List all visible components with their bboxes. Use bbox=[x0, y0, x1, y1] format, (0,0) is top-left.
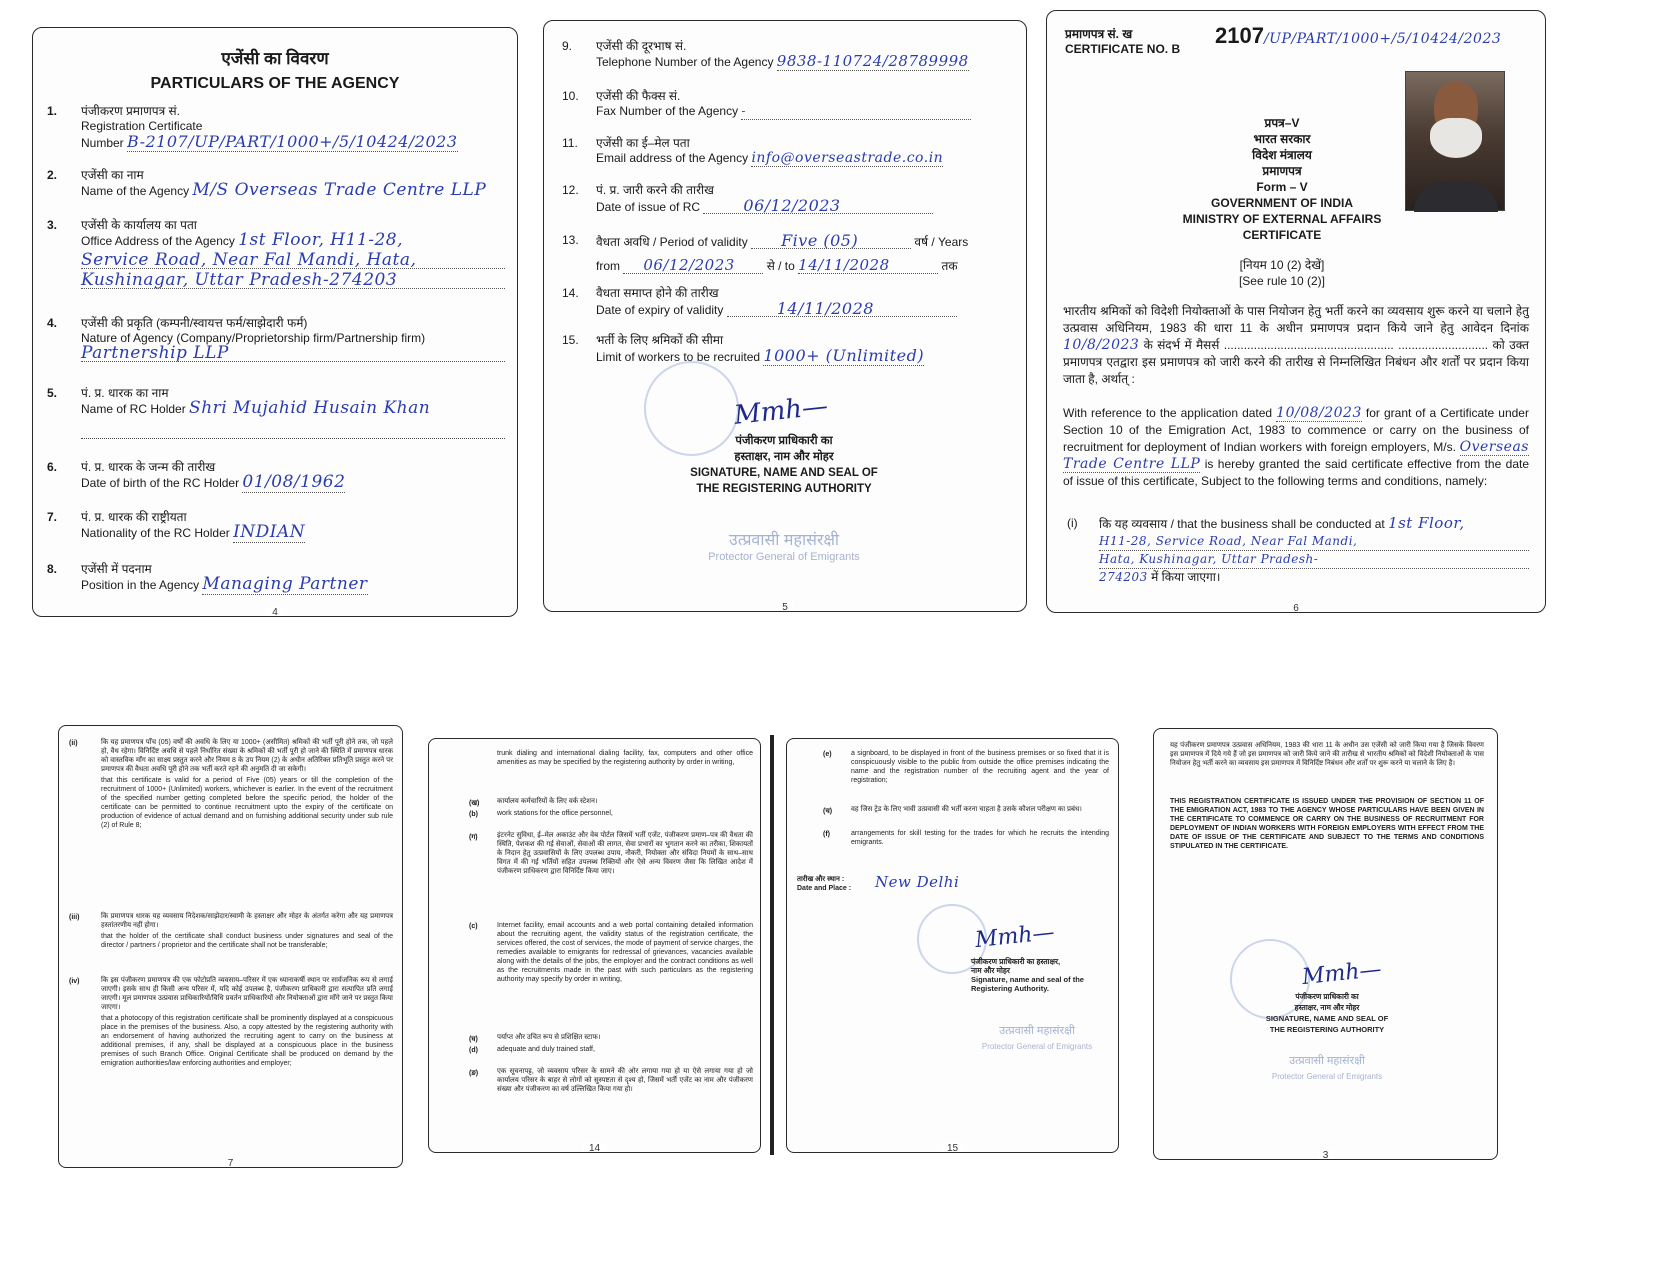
clause-signboard-en: a signboard, to be displayed in front of the business premises or so fixed that it is conspicuously visible to the public from outside the office premises indicating the name and the registration number of the recruiting agent and the year of registration; bbox=[851, 750, 1109, 784]
page-title-hi: एजेंसी का विवरण bbox=[221, 49, 329, 68]
date-place-label: तारीख और स्थान : Date and Place : bbox=[797, 876, 852, 892]
field-nationality: 7. पं. प्र. धारक की राष्ट्रीयता Nationality of the RC Holder INDIAN bbox=[47, 510, 306, 542]
page-number: 3 bbox=[1154, 1150, 1497, 1160]
certificate-body-hindi: भारतीय श्रमिकों को विदेशी नियोक्ताओं के पास नियोजन हेतु भर्ती करने का व्यवसाय शुरू करने या चलाने हेतु उत्प्रवास अधिनियम, 1983 की धारा 11 के अधीन प्रमाणपत्र प्रदान किये जाने हेतु आवेदन दिनांक 10/8/2023 के संदर्भ में मैसर्स ................................................... ........................... को उक्त प्रमाणपत्र एतद्वारा इस प्रमाणपत्र को जारी करने की तारीख से निम्नलिखित निबंधन और शर्तों पर प्रदान किया जाता है, अर्थात् : bbox=[1063, 304, 1530, 386]
field-worker-limit: 15. भर्ती के लिए श्रमिकों की सीमा Limit of workers to be recruited 1000+ (Unlimited) bbox=[562, 333, 925, 365]
valid-from-value: 06/12/2023 bbox=[623, 258, 763, 274]
address-line-2: Service Road, Near Fal Mandi, Hata, bbox=[81, 253, 505, 269]
field-expiry: 14. वैधता समाप्त होने की तारीख Date of expiry of validity 14/11/2028 bbox=[558, 286, 1012, 318]
certificate-number: 2107/UP/PART/1000+/5/10424/2023 bbox=[1215, 23, 1502, 48]
date-issue-value: 06/12/2023 bbox=[703, 198, 933, 214]
clause-signboard-hi: एक सूचनापट्ट, जो व्यवसाय परिसर के सामने की ओर लगाया गया हो या ऐसे लगाया गया हो जो कार्यालय परिसर के बाहर से लोगों को सुस्पष्टता से दृश्य हो, जिसमें भर्ती एजेंट का नाम और पंजीकरण संख्या और पंजीकरण का वर्ष उल्लिखित किया गया हो। bbox=[497, 1068, 753, 1093]
worker-limit-value: 1000+ (Unlimited) bbox=[763, 346, 925, 365]
clause-i: (i) कि यह व्यवसाय / that the business shall be conducted at 1st Floor, H11-28, Service Road, Near Fal Mandi, Hata, Kushinagar, Uttar Pradesh- 274203 में किया जाएगा। bbox=[1063, 515, 1529, 586]
field-rc-holder-name: 5. पं. प्र. धारक का नाम Name of RC Holder Shri Mujahid Husain Khan bbox=[45, 386, 505, 439]
field-telephone: 9. एजेंसी की दूरभाष सं. Telephone Number of the Agency 9838-110724/28789998 bbox=[562, 39, 969, 70]
valid-to-value: 14/11/2028 bbox=[798, 258, 938, 274]
signature: Mmh— bbox=[1300, 956, 1383, 991]
page-terms-conditions: (ii) कि यह प्रमाणपत्र पाँच (05) वर्षों की अवधि के लिए या 1000+ (असीमित) श्रमिकों की भर्ती पूरी होने तक, जो पहले हो, वैध रहेगा। विनिर्दिष्ट अवधि से पहले निर्धारित संख्या के श्रमिकों की भर्ती पूरी हो जाने की स्थिति में प्रमाणपत्र धारक को वास्तविक माँग का साक्ष्य प्रस्तुत करने और नियम 8 के उप नियम (2) के अधीन अतिरिक्त प्रतिभूति प्रस्तुत करने पर प्रमाणपत्र की वैधता अवधि पूरी होने तक भर्ती करते रहने की अनुमति दी जा सकेगी। that this certificate is valid for a period of Five (05) years or till the completion of the recruitment of 1000+ (Unlimited) workers, whichever is earlier. In the event of the recruitment of the specified number getting completed before the specific period, the holder of the certificate can be permitted to continue recruitment upto the expiry of the certificate on production of evidence of actual demand and on furnishing additional security under sub rule (2) of Rule 8; (iii) कि प्रमाणपत्र धारक यह व्यवसाय निदेशक/साझेदार/स्वामी के हस्ताक्षर और मोहर के अंतर्गत करेगा और यह प्रमाणपत्र हस्तांतरणीय नहीं होगा। that the holder of the certificate shall conduct business under signatures and seal of the director / partners / proprietor and the certificate shall not be transferable; (iv) कि इस पंजीकरण प्रमाणपत्र की एक फोटोप्रति व्यवसाय–परिसर में एक ध्यानाकर्षी स्थान पर सार्वजनिक रूप से लगाई जाएगी। इसके साथ ही किसी अन्य परिसर में, यदि कोई उपलब्ध है, पंजीकरण प्राधिकारी द्वारा सत्यापित प्रति लगाई जाएगी। मूल प्रमाणपत्र उत्प्रवास प्राधिकारियों/विधि प्रवर्तन प्राधिकारियों और नियोक्ताओं द्वारा माँगे जाने पर प्रस्तुत किया जाएगा। that a photocopy of this registration certificate shall be prominently displayed at a conspicuous place in the premises of the business. Also, a copy attested by the registering authority with an endorsement of having authorized the recruiting agent to carry on the business at additional premises, if any, shall be displayed at a conspicuous place in the business premises of such Branch Office. Original Certificate shall be produced on demand by the emigration authorities/law enforcing authorities and employer; 7 bbox=[58, 725, 403, 1168]
registration-number-value: B-2107/UP/PART/1000+/5/10424/2023 bbox=[127, 132, 458, 151]
clause-internet-en: Internet facility, email accounts and a web portal containing detailed information about the recruiting agent, the validity status of the registration certificate, the services offered, the cost of services, the mode of payment of service charges, the remedies available to emigrants for redressal of grievances, vacancies available along with the details of the jobs, the employer and the contract conditions as well as the recruitments made in the past with such particulars as the registering authority may specify by order in writing, bbox=[497, 922, 753, 983]
field-rc-holder-dob: 6. पं. प्र. धारक के जन्म की तारीख Date of birth of the RC Holder 01/08/1962 bbox=[47, 460, 346, 492]
page-number: 4 bbox=[33, 607, 517, 617]
issue-statement-hi: यह पंजीकरण प्रमाणपत्र उत्प्रवास अधिनियम, 1983 की धारा 11 के अधीन उस एजेंसी को जारी किया गया है जिसके विवरण इस प्रमाणपत्र में दिये गये हैं जो इस प्रमाणपत्र को जारी किये जाने की तारीख से भारतीय श्रमिकों को विदेशी नियोक्ताओं के पास नियोजन हेतु भर्ती करने का व्यवसाय इस प्रमाणपत्र में विनिर्दिष्ट निबंधन और शर्तों पर शुरू करने या चलाने के लिए है। bbox=[1170, 742, 1484, 767]
form-header: प्रपत्र–V भारत सरकार विदेश मंत्रालय प्रमाणपत्र Form – V GOVERNMENT OF INDIA MINISTRY OF EXTERNAL AFFAIRS CERTIFICATE bbox=[1182, 116, 1382, 242]
signature: Mmh— bbox=[732, 391, 830, 431]
certificate-body-english: With reference to the application dated 10/08/2023 for grant of a Certificate under Section 10 of the Emigration Act, 1983 to commence or carry on the business of recruitment for deployment of Indian workers with foreign employers, M/s. Overseas Trade Centre LLP is hereby granted the said certificate effective from the date of issue of this certificate, Subject to the following terms and conditions, namely: bbox=[1063, 405, 1530, 488]
validity-period-value: Five (05) bbox=[751, 233, 911, 249]
official-stamp: उत्प्रवासी महासंरक्षी Protector General of Emigrants bbox=[708, 532, 860, 563]
dob-value: 01/08/1962 bbox=[242, 472, 346, 492]
signature-block: पंजीकरण प्राधिकारी का हस्ताक्षर, नाम और मोहर SIGNATURE, NAME AND SEAL OF THE REGISTERING AUTHORITY bbox=[690, 435, 878, 495]
field-agency-name: 2. एजेंसी का नाम Name of the Agency M/S Overseas Trade Centre LLP bbox=[47, 168, 487, 200]
field-office-address: 3. एजेंसी के कार्यालय का पता Office Address of the Agency 1st Floor, H11-28, Service Road, Near Fal Mandi, Hata, Kushinagar, Uttar Pradesh-274203 bbox=[45, 218, 505, 289]
fax-value: - bbox=[741, 104, 971, 120]
holder-photo bbox=[1405, 71, 1505, 211]
email-value: info@overseastrade.co.in bbox=[751, 150, 944, 166]
clause-ii: कि यह प्रमाणपत्र पाँच (05) वर्षों की अवधि के लिए या 1000+ (असीमित) श्रमिकों की भर्ती पूरी होने तक, जो पहले हो, वैध रहेगा। विनिर्दिष्ट अवधि से पहले निर्धारित संख्या के श्रमिकों की भर्ती पूरी हो जाने की स्थिति में प्रमाणपत्र धारक को वास्तविक माँग का साक्ष्य प्रस्तुत करने और नियम 8 के उप नियम (2) के अधीन अतिरिक्त प्रतिभूति प्रस्तुत करने पर प्रमाणपत्र की वैधता अवधि पूरी होने तक भर्ती करते रहने की अनुमति दी जा सकेगी। that this certificate is valid for a period of Five (05) years or till the completion of the recruitment of 1000+ (Unlimited) workers, whichever is earlier. In the event of the recruitment of the specified number getting completed before the specific period, the holder of the certificate can be permitted to continue recruitment upto the expiry of the certificate on production of evidence of actual demand and on furnishing additional security under sub rule (2) of Rule 8; bbox=[101, 739, 393, 829]
signature-block: पंजीकरण प्राधिकारी का हस्ताक्षर, नाम और मोहर SIGNATURE, NAME AND SEAL OF THE REGISTERING AUTHORITY bbox=[1265, 992, 1389, 1034]
rule-reference: [नियम 10 (2) देखें] [See rule 10 (2)] bbox=[1238, 258, 1326, 288]
page-signboard-signature: (e) a signboard, to be displayed in front of the business premises or so fixed that it is conspicuously visible to the public from outside the office premises indicating the name and the registration number of the recruiting agent and the year of registration; (च) वह जिस ट्रेड के लिए भावी उत्प्रवासी की भर्ती करना चाहता है उसके कौशल परीक्षण का प्रबंध। (f) arrangements for skill testing for the trades for which he recruits the intending emigrants. तारीख और स्थान : Date and Place : New Delhi Mmh— पंजीकरण प्राधिकारी का हस्ताक्षर, नाम और मोहर Signature, name and seal of the Registering Authority. उत्प्रवासी महासंरक्षी Protector General of Emigrants 15 bbox=[786, 738, 1119, 1153]
issue-statement-en: THIS REGISTRATION CERTIFICATE IS ISSUED UNDER THE PROVISION OF SECTION 11 OF THE EMIGRATION ACT, 1983 TO THE AGENCY WHOSE PARTICULARS HAVE BEEN GIVEN IN THE CERTIFICATE TO COMMENCE OR CARRY ON THE BUSINESS OF RECRUITMENT FOR DEPLOYMENT OF INDIAN WORKERS WITH FOREIGN EMPLOYERS WITH EFFECT FROM THE DATE OF ISSUE OF THE CERTIFICATE AND SUBJECT TO THE TERMS AND CONDITIONS STIPULATED IN THE CERTIFICATE. bbox=[1170, 798, 1484, 850]
page-title-en: PARTICULARS OF THE AGENCY bbox=[150, 75, 400, 92]
page-office-facilities: trunk dialing and international dialing facility, fax, computers and other office amenities as may be specified by the registering authority by order in writing, (ख) कार्यालय कर्मचारियों के लिए वर्क स्टेशन। (b) work stations for the office personnel, (ग) इंटरनेट सुविधा, ई–मेल अकाउंट और वेब पोर्टल जिसमें भर्ती एजेंट, पंजीकरण प्रमाण–पत्र की वैधता की स्थिति, पेशकश की गई सेवाओं, सेवाओं की लागत, सेवा प्रभारों का भुगतान करने का तरीका, शिकायतों के निदान हेतु उत्प्रवासियों के लिए उपलब्ध उपाय, नौकरी, नियोक्ता और संविदा नियमों के साथ–साथ विगत में की गई भर्तियों सहित उपलब्ध रिक्तियों और ऐसे अन्य विवरण जैसा कि लिखित आदेश में पंजीकरण प्राधिकरण द्वारा विनिर्दिष्ट किया जाए। (c) Internet facility, email accounts and a web portal containing detailed information about the recruiting agent, the validity status of the registration certificate, the services offered, the cost of services, the mode of payment of service charges, the remedies available to emigrants for redressal of grievances, vacancies available along with the details of the jobs, the employer and the contract conditions as well as the recruitments made in the past with such particulars as the registering authority may specify by order in writing, (घ) पर्याप्त और उचित रूप से प्रशिक्षित स्टाफ। (d) adequate and duly trained staff, (ङ) एक सूचनापट्ट, जो व्यवसाय परिसर के सामने की ओर लगाया गया हो या ऐसे लगाया गया हो जो कार्यालय परिसर के बाहर से लोगों को सुस्पष्टता से दृश्य हो, जिसमें भर्ती एजेंट का नाम और पंजीकरण संख्या और पंजीकरण का वर्ष उल्लिखित किया गया हो। 14 bbox=[428, 738, 761, 1153]
position-value: Managing Partner bbox=[202, 574, 368, 594]
certificate-label: प्रमाणपत्र सं. ख CERTIFICATE NO. B bbox=[1065, 27, 1181, 56]
field-position: 8. एजेंसी में पदनाम Position in the Agency Managing Partner bbox=[47, 562, 368, 594]
address-line-1: 1st Floor, H11-28, bbox=[238, 230, 403, 250]
page-number: 14 bbox=[429, 1143, 760, 1153]
clause-iii: कि प्रमाणपत्र धारक यह व्यवसाय निदेशक/साझेदार/स्वामी के हस्ताक्षर और मोहर के अंतर्गत करेगा और यह प्रमाणपत्र हस्तांतरणीय नहीं होगा। that the holder of the certificate shall conduct business under signatures and seal of the director / partners / proprietor and the certificate shall not be transferable; bbox=[101, 913, 393, 949]
nationality-value: INDIAN bbox=[233, 522, 306, 542]
page-number: 7 bbox=[59, 1158, 402, 1168]
telephone-value: 9838-110724/28789998 bbox=[776, 52, 969, 70]
field-date-issue: 12. पं. प्र. जारी करने की तारीख Date of issue of RC 06/12/2023 bbox=[558, 183, 1012, 215]
page-number: 15 bbox=[787, 1143, 1118, 1153]
clause-iv: कि इस पंजीकरण प्रमाणपत्र की एक फोटोप्रति व्यवसाय–परिसर में एक ध्यानाकर्षी स्थान पर सार्वजनिक रूप से लगाई जाएगी। इसके साथ ही किसी अन्य परिसर में, यदि कोई उपलब्ध है, पंजीकरण प्राधिकारी द्वारा सत्यापित प्रति लगाई जाएगी। मूल प्रमाणपत्र उत्प्रवास प्राधिकारियों/विधि प्रवर्तन प्राधिकारियों और नियोक्ताओं द्वारा माँगे जाने पर प्रस्तुत किया जाएगा। that a photocopy of this registration certificate shall be prominently displayed at a conspicuous place in the premises of the business. Also, a copy attested by the registering authority with an endorsement of having authorized the recruiting agent to carry on the business at additional premises, if any, shall be displayed at a conspicuous place in the business premises of such Branch Office. Original Certificate shall be produced on demand by the emigration authorities/law enforcing authorities and employer; bbox=[101, 977, 393, 1067]
page-number: 6 bbox=[1047, 603, 1545, 613]
nature-agency-value: Partnership LLP bbox=[81, 346, 505, 362]
field-registration-number: 1. पंजीकरण प्रमाणपत्र सं. Registration Certificate Number B-2107/UP/PART/1000+/5/10424/2023 bbox=[47, 104, 458, 151]
expiry-value: 14/11/2028 bbox=[727, 301, 957, 317]
clause-internet-hi: इंटरनेट सुविधा, ई–मेल अकाउंट और वेब पोर्टल जिसमें भर्ती एजेंट, पंजीकरण प्रमाण–पत्र की वैधता की स्थिति, पेशकश की गई सेवाओं, सेवाओं की लागत, सेवा प्रभारों का भुगतान करने का तरीका, शिकायतों के निदान हेतु उत्प्रवासियों के लिए उपलब्ध उपाय, नौकरी, नियोक्ता और संविदा नियमों के साथ–साथ विगत में की गई भर्तियों सहित उपलब्ध रिक्तियों और ऐसे अन्य विवरण जैसा कि लिखित आदेश में पंजीकरण प्राधिकरण द्वारा विनिर्दिष्ट किया जाए। bbox=[497, 832, 753, 875]
field-email: 11. एजेंसी का ई–मेल पता Email address of the Agency info@overseastrade.co.in bbox=[562, 136, 944, 166]
agency-name-value: M/S Overseas Trade Centre LLP bbox=[192, 180, 487, 200]
address-line-3: Kushinagar, Uttar Pradesh-274203 bbox=[81, 273, 505, 289]
field-nature-agency: 4. एजेंसी की प्रकृति (कम्पनी/स्वायत्त फर्म/साझेदारी फर्म) Nature of Agency (Company/Proprietorship firm/Partnership firm) Partnership LLP bbox=[45, 316, 505, 362]
field-validity: 13. वैधता अवधि / Period of validity Five (05) वर्ष / Years from 06/12/2023 से / to 14/11/2028 तक bbox=[562, 231, 969, 274]
page-agency-contact bbox=[543, 20, 1027, 612]
page-number: 5 bbox=[544, 602, 1026, 612]
official-stamp: उत्प्रवासी महासंरक्षी Protector General of Emigrants bbox=[1271, 1055, 1383, 1081]
official-stamp: उत्प्रवासी महासंरक्षी Protector General of Emigrants bbox=[981, 1025, 1093, 1051]
page-certificate-form-v bbox=[1046, 10, 1546, 613]
signature: Mmh— bbox=[973, 919, 1056, 954]
facilities-intro: trunk dialing and international dialing facility, fax, computers and other office amenities as may be specified by the registering authority by order in writing, bbox=[497, 750, 753, 766]
field-fax: 10. एजेंसी की फैक्स सं. Fax Number of the Agency - bbox=[558, 89, 1012, 120]
signature-block: पंजीकरण प्राधिकारी का हस्ताक्षर, नाम और मोहर Signature, name and seal of the Registering Authority. bbox=[971, 957, 1084, 993]
place-value: New Delhi bbox=[875, 873, 960, 891]
book-spine bbox=[770, 735, 774, 1155]
page-issue-statement bbox=[1153, 728, 1498, 1160]
rc-holder-name-value: Shri Mujahid Husain Khan bbox=[189, 398, 431, 418]
page-particulars-agency bbox=[32, 27, 518, 617]
